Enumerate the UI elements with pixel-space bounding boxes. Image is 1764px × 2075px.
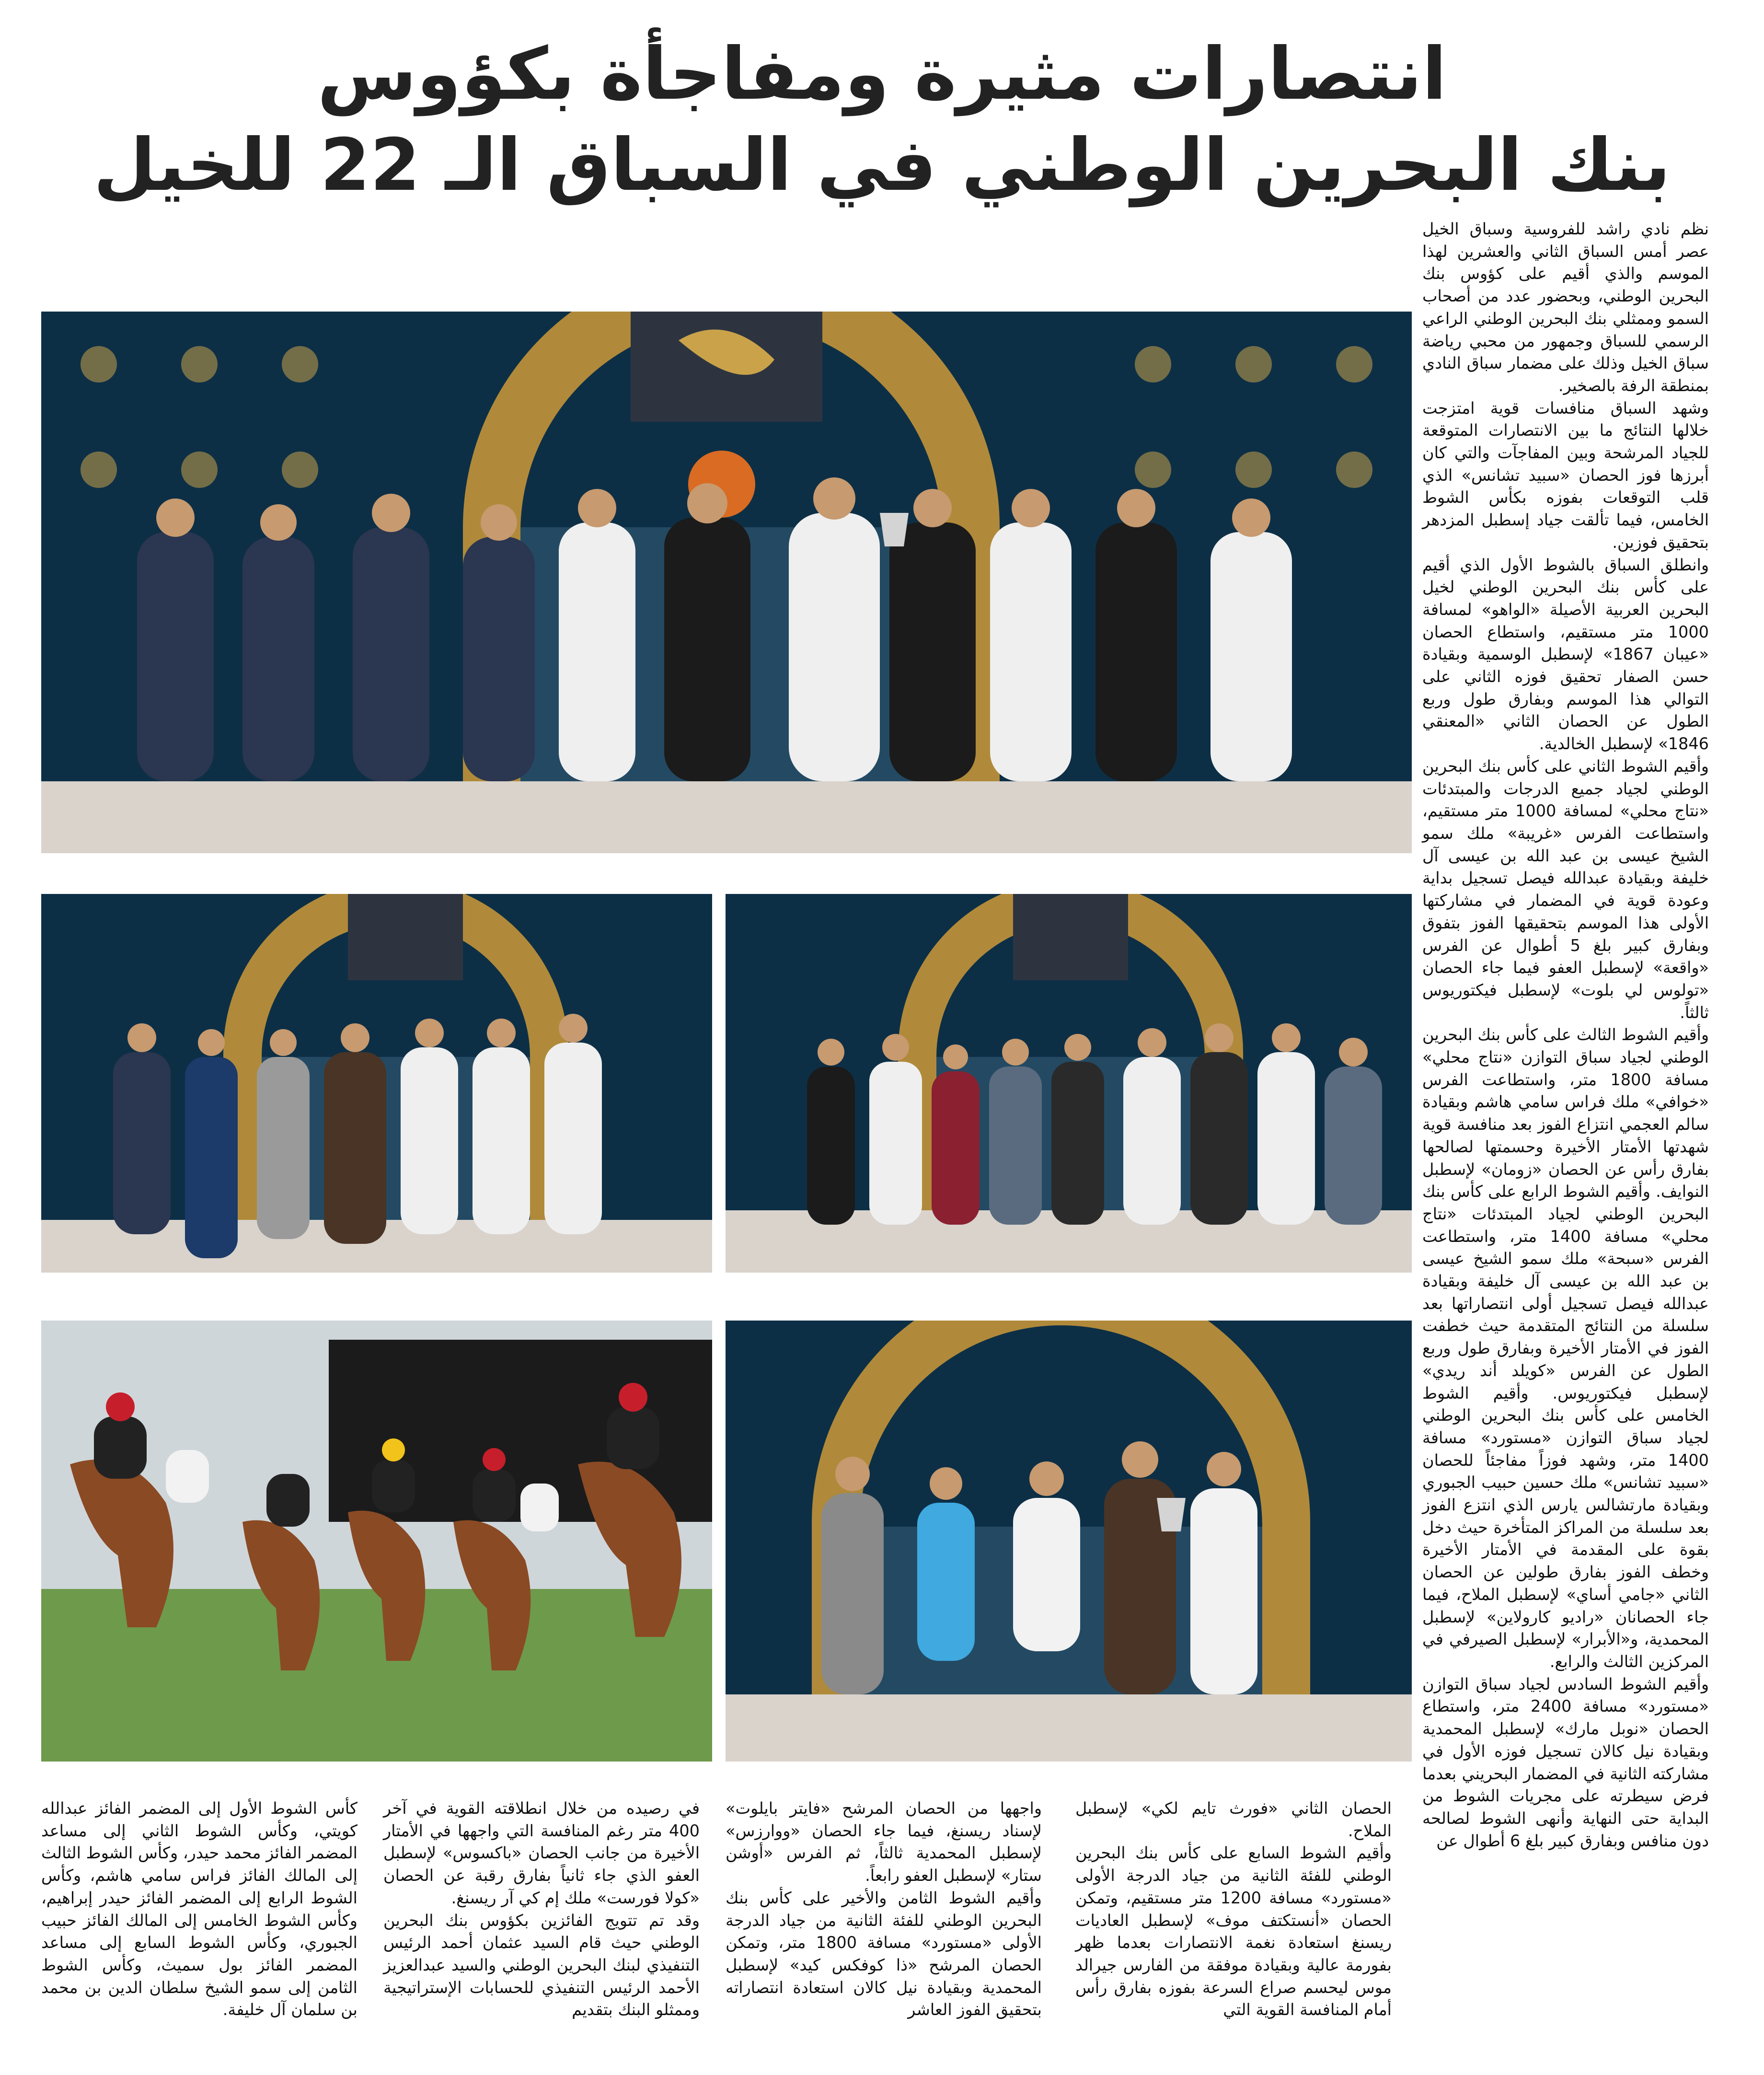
paragraph: واجهها من الحصان المرشح «فايتر بايلوت» لإسناد ريسنغ، فيما جاء الحصان «ووارزس» لإسطبل المحمدية ثالثاً، ثم الفرس «أوشن ستار» لإسطبل العفو رابعاً. — [726, 1799, 1042, 1885]
article-column-4 — [383, 1797, 700, 2021]
headline-line-1: انتصارات مثيرة ومفاجأة بكؤوس — [317, 33, 1447, 116]
paragraph: في رصيده من خلال انطلاقته القوية في آخر 400 متر رغم المنافسة التي واجهها في الأمتار الأخيرة من جانب الحصان «باكسوس» لإسطبل العفو الذي جاء ثانياً بفارق رقبة عن الحصان «كولا فورست» ملك إم كي آر ريسنغ. — [383, 1799, 700, 1907]
ceremony-main-photo — [41, 312, 1412, 853]
headline-line-2: بنك البحرين الوطني في السباق الـ 22 للخيل — [93, 124, 1671, 207]
article-column-2 — [1075, 1797, 1392, 2021]
paragraph: الحصان الثاني «فورث تايم لكي» لإسطبل الملاح. — [1075, 1799, 1392, 1840]
paragraph: نظم نادي راشد للفروسية وسباق الخيل عصر أمس السباق الثاني والعشرين لهذا الموسم والذي أقيم على كؤوس بنك البحرين الوطني، وبحضور عدد من أصحاب السمو وممثلي بنك البحرين الوطني الراعي الرسمي للسباق وجمهور من محبي رياضة سباق الخيل وذلك على مضمار سباق النادي بمنطقة الرفة بالصخير. — [1422, 220, 1709, 395]
race-action-photo — [41, 1321, 712, 1762]
paragraph: وأقيم الشوط الثامن والأخير على كأس بنك البحرين الوطني للفئة الثانية من جياد الدرجة الأولى «مستورد» مسافة 1800 متر، وتمكن الحصان المرشح «ذا كوفكس كيد» لإسطبل المحمدية وبقيادة نيل كالان استعادة انتصاراته بتحقيق الفوز العاشر — [726, 1888, 1042, 2019]
article-column-3 — [726, 1797, 1042, 2021]
ceremony-left-photo — [41, 894, 712, 1273]
article-column-5 — [41, 1797, 357, 2021]
paragraph: وشهد السباق منافسات قوية امتزجت خلالها النتائج ما بين الانتصارات المتوقعة للجياد المرشحة وبين المفاجآت والتي كان أبرزها فوز الحصان «سبيد تشانس» الذي قلب التوقعات بفوزه بكأس الشوط الخامس، فيما تألقت جياد إسطبل المزدهر بتحقيق فوزين. — [1422, 398, 1709, 552]
paragraph: وقد تم تتويج الفائزين بكؤوس بنك البحرين الوطني حيث قام السيد عثمان أحمد الرئيس التنفيذي لبنك البحرين الوطني والسيد عبدالعزيز الأحمد الرئيس التنفيذي للحسابات الإستراتيجية وممثلو البنك بتقديم — [383, 1911, 700, 2019]
paragraph: وأقيم الشوط السابع على كأس بنك البحرين الوطني للفئة الثانية من جياد الدرجة الأولى «مستورد» مسافة 1200 متر مستقيم، وتمكن الحصان «أنستكتف موف» لإسطبل العاديات ريسنغ استعادة نغمة الانتصارات بعدما ظهر بفورمة عالية وبقيادة موفقة من الفارس جيرالد موس ليحسم صراع السرعة بفوزه بفارق رأس أمام المنافسة القوية التي — [1075, 1843, 1392, 2019]
ceremony-bottom-photo — [726, 1321, 1412, 1762]
ceremony-right-photo — [726, 894, 1412, 1273]
paragraph: وأقيم الشوط الثاني على كأس بنك البحرين الوطني لجياد جميع الدرجات والمبتدئات «نتاج محلي» لمسافة 1000 متر مستقيم، واستطاعت الفرس «غريبة» ملك سمو الشيخ عيسى بن عبد الله بن عيسى آل خليفة وبقيادة عبدالله فيصل تسجيل بداية وعودة قوية في المضمار في مشاركتها الأولى هذا الموسم بتحقيقها الفوز بتفوق وبفارق كبير بلغ 5 أطوال عن الفرس «واقعة» لإسطبل العفو فيما جاء الحصان «تولوس لي بلوت» لإسطبل فيكتوريوس ثالثاً. — [1422, 756, 1709, 1022]
paragraph: وانطلق السباق بالشوط الأول الذي أقيم على كأس بنك البحرين الوطني لخيل البحرين العربية الأصيلة «الواهو» لمسافة 1000 متر مستقيم، واستطاع الحصان «عيبان 1867» لإسطبل الوسمية وبقيادة حسن الصفار تحقيق فوزه الثاني على التوالي هذا الموسم وبفارق طول وربع الطول عن الحصان الثاني «المعنقي 1846» لإسطبل الخالدية. — [1422, 555, 1709, 753]
paragraph: وأقيم الشوط الثالث على كأس بنك البحرين الوطني لجياد سباق التوازن «نتاج محلي» مسافة 1800 متر، واستطاعت الفرس «خوافي» ملك فراس سامي هاشم وبقيادة سالم العجمي انتزاع الفوز بعد منافسة قوية شهدتها الأمتار الأخيرة وحسمتها لصالحها بفارق رأس عن الحصان «زومان» لإسطبل النوايف. وأقيم الشوط الرابع على كأس بنك البحرين الوطني لجياد المبتدئات «نتاج محلي» مسافة 1400 متر، واستطاعت الفرس «سبحة» ملك سمو الشيخ عيسى بن عبد الله بن عيسى آل خليفة وبقيادة عبدالله فيصل تسجيل أولى انتصاراتها بعد سلسلة من النتائج المتقدمة حيث خطفت الفوز في الأمتار الأخيرة وبفارق طول وربع الطول عن الفرس «كويلد أند ريدي» لإسطبل فيكتوريوس. وأقيم الشوط الخامس على كأس بنك البحرين الوطني لجياد سباق التوازن «مستورد» مسافة 1400 متر، وشهد فوزاً مفاجئاً للحصان «سبيد تشانس» ملك حسين حبيب الجبوري وبقيادة مارتشالس يارس الذي انتزع الفوز بعد سلسلة من المراكز المتأخرة حيث دخل بقوة على المقدمة في الأمتار الأخيرة وخطف الفوز بفارق طولين عن الحصان الثاني «جامي أساي» لإسطبل الملاح، فيما جاء الحصانان «راديو كارولاين» لإسطبل المحمدية، و«الأبرار» لإسطبل الصيرفي في المركزين الثالث والرابع. — [1422, 1025, 1709, 1671]
paragraph: كأس الشوط الأول إلى المضمر الفائز عبدالله كويتي، وكأس الشوط الثاني إلى مساعد المضمر الفائز محمد حيدر، وكأس الشوط الثالث إلى المالك الفائز فراس سامي هاشم، وكأس الشوط الرابع إلى المضمر الفائز حيدر إبراهيم، وكأس الشوط الخامس إلى المالك الفائز حبيب الجبوري، وكأس الشوط السابع إلى مساعد المضمر الفائز بول سميث، وكأس الشوط الثامن إلى سمو الشيخ سلطان الدين بن محمد بن سلمان آل خليفة. — [41, 1799, 357, 2019]
paragraph: وأقيم الشوط السادس لجياد سباق التوازن «مستورد» مسافة 2400 متر، واستطاع الحصان «نوبل مارك» لإسطبل المحمدية وبقيادة نيل كالان تسجيل فوزه الأول في مشاركته الثانية في المضمار البحريني بعدما فرض سيطرته على مجريات الشوط من البداية حتى النهاية وأنهى الشوط لصالحه دون منافس وبفارق كبير بلغ 6 أطوال عن — [1422, 1674, 1709, 1850]
article-column-1 — [1422, 218, 1709, 1852]
